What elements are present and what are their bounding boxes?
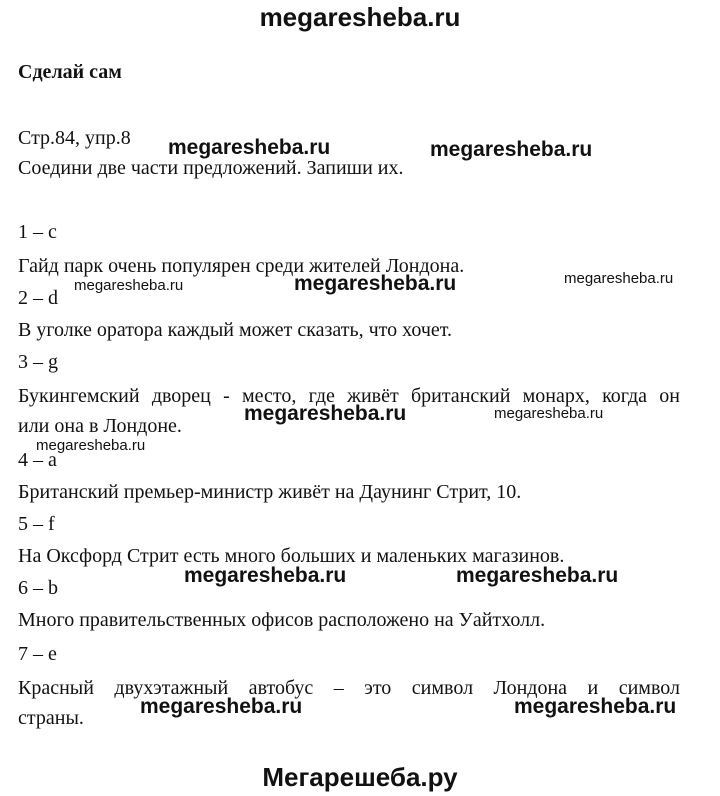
watermark: megaresheba.ru: [456, 564, 619, 587]
site-footer: Мегарешеба.ру: [262, 762, 458, 792]
answer-pair-5: 5 – f: [18, 513, 55, 535]
answer-pair-6: 6 – b: [18, 577, 58, 599]
section-title: Сделай сам: [18, 61, 122, 83]
answer-sentence-3-line-1: Букингемский дворец - место, где живёт британский монарх, когда он: [18, 385, 680, 407]
answer-sentence-1: Гайд парк очень популярен среди жителей Лондона.: [18, 255, 465, 277]
answer-sentence-7-line-1: Красный двухэтажный автобус – это символ Лондона и символ: [18, 677, 680, 699]
answer-sentence-2: В уголке оратора каждый может сказать, что хочет.: [18, 319, 453, 341]
watermark: megaresheba.ru: [36, 437, 146, 454]
answer-sentence-6: Много правительственных офисов расположено на Уайтхолл.: [18, 609, 546, 631]
site-header: megaresheba.ru: [259, 2, 461, 32]
watermark: megaresheba.ru: [168, 136, 331, 159]
watermark: megaresheba.ru: [74, 277, 184, 294]
answer-sentence-7-line-2: страны.: [18, 707, 84, 729]
exercise-reference: Стр.84, упр.8: [18, 127, 131, 149]
answer-sentence-3-line-2: или она в Лондоне.: [18, 415, 182, 437]
watermark: megaresheba.ru: [244, 402, 407, 425]
answer-sentence-5: На Оксфорд Стрит есть много больших и маленьких магазинов.: [18, 545, 565, 567]
exercise-instruction: Соедини две части предложений. Запиши их.: [18, 157, 404, 179]
watermark: megaresheba.ru: [514, 695, 677, 718]
watermark: megaresheba.ru: [430, 138, 593, 161]
answer-pair-4: 4 – a: [18, 449, 57, 471]
watermark: megaresheba.ru: [140, 695, 303, 718]
watermark: megaresheba.ru: [494, 405, 604, 422]
answer-sentence-4: Британский премьер-министр живёт на Даунинг Стрит, 10.: [18, 481, 522, 503]
watermark: megaresheba.ru: [564, 270, 674, 287]
answer-pair-1: 1 – c: [18, 221, 57, 243]
watermark: megaresheba.ru: [184, 564, 347, 587]
watermark: megaresheba.ru: [294, 272, 457, 295]
answer-pair-2: 2 – d: [18, 287, 58, 309]
answer-pair-3: 3 – g: [18, 351, 58, 373]
answer-pair-7: 7 – e: [18, 643, 57, 665]
